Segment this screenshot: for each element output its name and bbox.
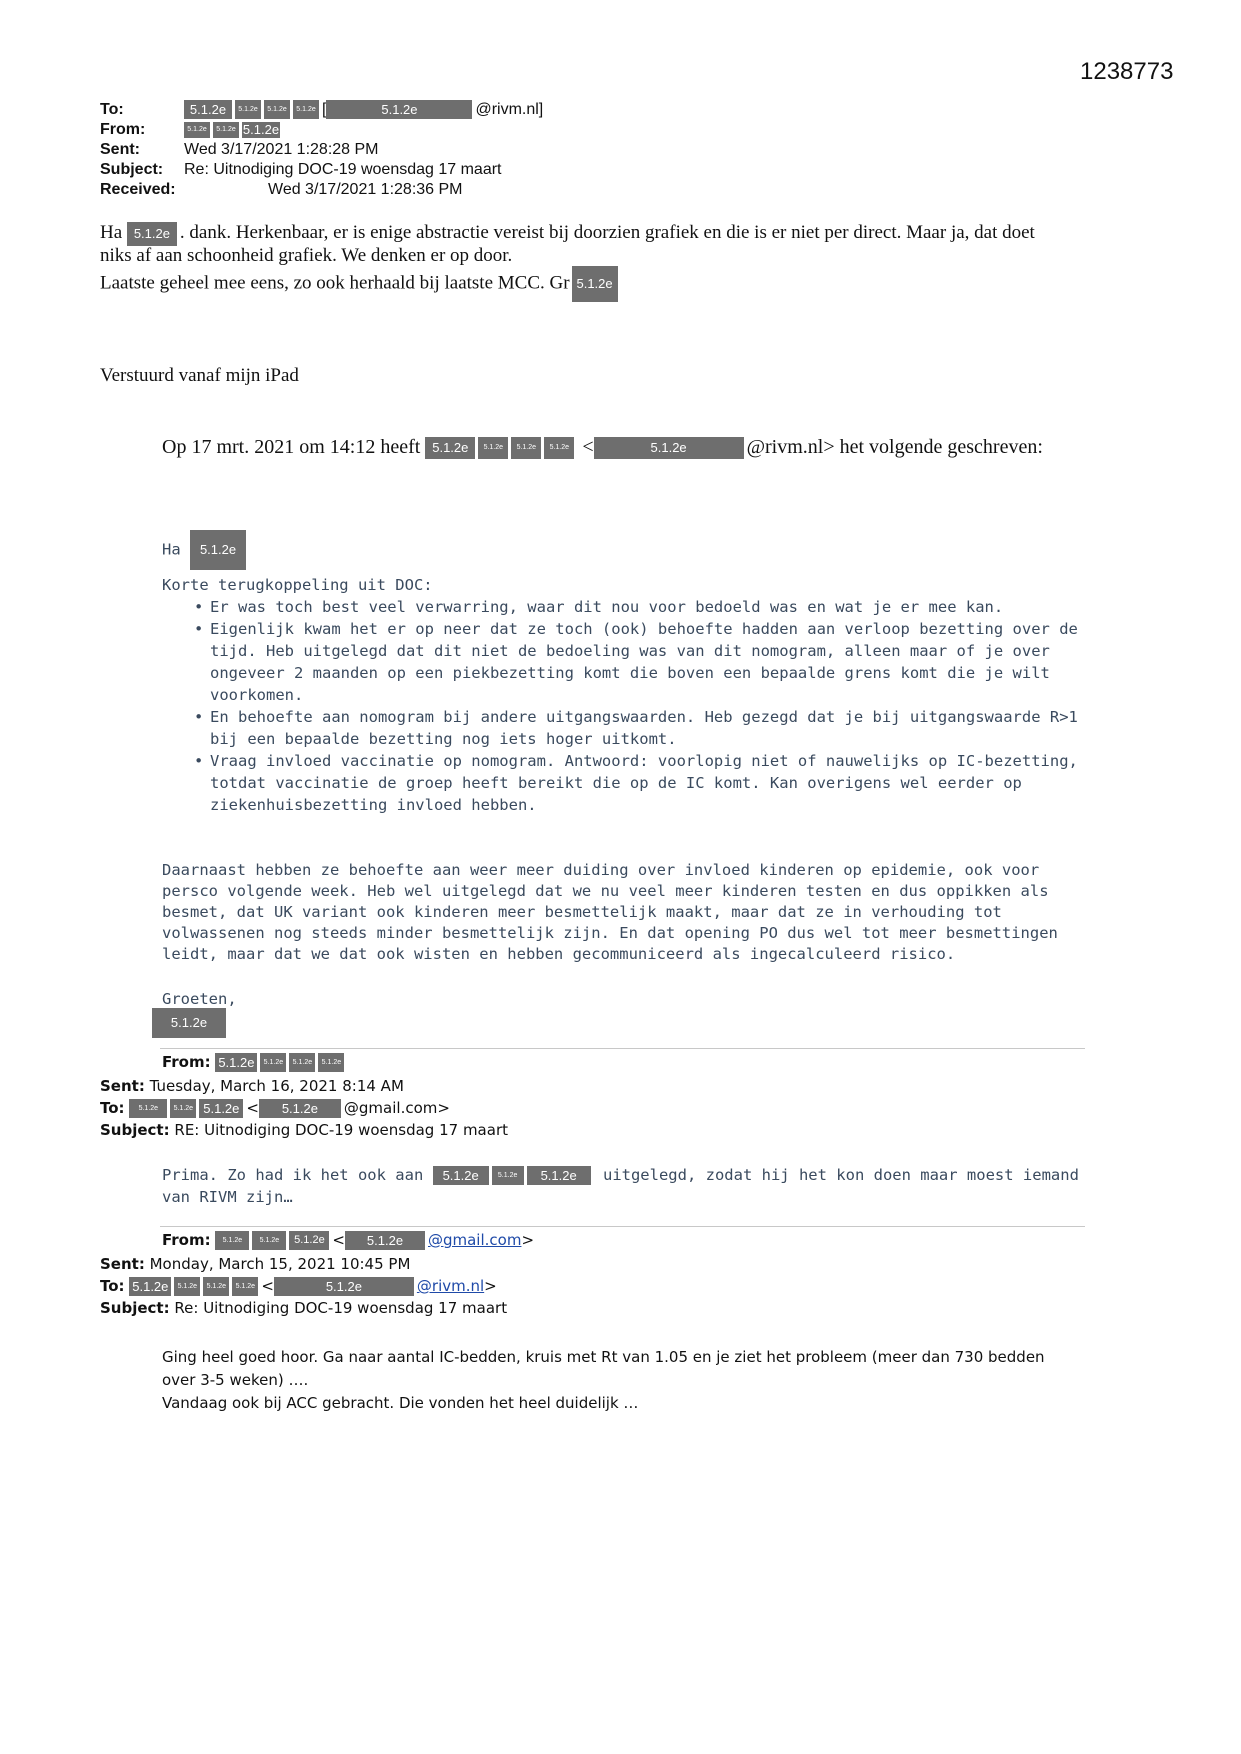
msg3-to-lt: <	[261, 1277, 274, 1295]
redaction-box: 5.1.2e	[345, 1231, 425, 1250]
msg3-sent-row	[100, 1254, 410, 1274]
redaction-box: 5.1.2e	[184, 122, 210, 138]
redaction-box: 5.1.2e	[232, 1277, 258, 1296]
msg3-to-label: To:	[100, 1277, 125, 1295]
redaction-box: 5.1.2e	[289, 1231, 329, 1250]
redaction-box: 5.1.2e	[215, 1053, 257, 1072]
msg3-body-line3: Vandaag ook bij ACC gebracht. Die vonden het heel duidelijk …	[162, 1394, 639, 1412]
redaction-box: 5.1.2e	[318, 1053, 344, 1072]
quote-intro-prefix: Op 17 mrt. 2021 om 14:12 heeft	[162, 436, 421, 458]
to-bracket: [	[322, 101, 327, 118]
reply-line1-text: . dank. Herkenbaar, er is enige abstractie vereist bij doorzien grafiek en die is er niet per direct. Maar ja, dat doet	[179, 222, 1035, 243]
subject-value: Re: Uitnodiging DOC-19 woensdag 17 maart	[184, 161, 502, 178]
msg2-to-row	[100, 1098, 450, 1118]
header-received-row	[100, 180, 463, 200]
separator-line	[160, 1226, 1085, 1227]
sent-label: Sent:	[100, 141, 140, 158]
msg3-subject-row	[100, 1298, 507, 1318]
msg3-from-label: From:	[162, 1231, 211, 1249]
received-value: Wed 3/17/2021 1:28:36 PM	[268, 181, 463, 198]
reply-line-3	[100, 266, 621, 302]
msg3-body-line1: Ging heel goed hoor. Ga naar aantal IC-bedden, kruis met Rt van 1.05 en je ziet het probleem (meer dan 730 bedden	[162, 1348, 1045, 1366]
redaction-box: 5.1.2e	[127, 222, 177, 246]
redaction-box: 5.1.2e	[174, 1277, 200, 1296]
from-label: From:	[100, 121, 146, 138]
msg2-subject-row	[100, 1120, 508, 1140]
received-label: Received:	[100, 181, 176, 198]
msg2-sent-value: Tuesday, March 16, 2021 8:14 AM	[149, 1077, 404, 1095]
bullet-text: Er was toch best veel verwarring, waar dit nou voor bedoeld was en wat je er mee kan.	[210, 598, 1004, 616]
bullet-dot: •	[194, 598, 204, 616]
subject-label: Subject:	[100, 161, 164, 178]
bullet-item	[194, 706, 1080, 750]
msg2-to-lt: <	[246, 1099, 259, 1117]
msg2-from-label: From:	[162, 1053, 211, 1071]
redaction-box: 5.1.2e	[252, 1231, 286, 1250]
msg3-from-lt: <	[332, 1231, 345, 1249]
quote-intro	[162, 436, 1043, 459]
bullet-dot: •	[194, 752, 204, 770]
redaction-box: 5.1.2e	[433, 1166, 489, 1185]
bullet-dot: •	[194, 620, 204, 638]
redaction-box: 5.1.2e	[235, 100, 261, 119]
header-sent-row	[100, 140, 379, 160]
separator-line	[160, 1048, 1085, 1049]
quote-intro-lt: <	[582, 436, 594, 458]
bullet-dot: •	[194, 708, 204, 726]
quoted-intro: Korte terugkoppeling uit DOC:	[162, 576, 433, 594]
redaction-box: 5.1.2e	[264, 100, 290, 119]
quote-intro-suffix: @rivm.nl> het volgende geschreven:	[746, 436, 1043, 458]
redaction-box: 5.1.2e	[259, 1099, 341, 1118]
header-to-row	[100, 100, 543, 120]
signature-device: Verstuurd vanaf mijn iPad	[100, 365, 299, 386]
msg3-to-email-link[interactable]: @rivm.nl	[416, 1277, 485, 1295]
msg2-from-row	[162, 1052, 347, 1072]
quoted-ha-text: Ha	[162, 540, 181, 559]
quoted-paragraph: Daarnaast hebben ze behoefte aan weer meer duiding over invloed kinderen op epidemie, ook voor persco volgende week. Heb wel uitgelegd dat we nu veel meer kinderen testen en dus oppikken als besmet, dat UK variant ook kinderen meer besmettelijk maakt, maar dat ze in verhouding tot volwassenen nog steeds minder besmettelijk zijn. En dat opening PO dus wel tot meer besmettingen leidt, maar dat we dat ook wisten en hebben gecommuniceerd als ingecalculeerd risico.	[162, 861, 1058, 963]
redaction-box: 5.1.2e	[152, 1008, 226, 1038]
bullet-item	[194, 750, 1080, 816]
msg2-to-suffix: @gmail.com>	[343, 1099, 450, 1117]
redaction-box: 5.1.2e	[215, 1231, 249, 1250]
redaction-box: 5.1.2e	[572, 266, 618, 302]
redaction-box: 5.1.2e	[184, 100, 232, 119]
msg2-body-line2: van RIVM zijn…	[162, 1188, 293, 1206]
redaction-box: 5.1.2e	[190, 530, 246, 570]
sent-value: Wed 3/17/2021 1:28:28 PM	[184, 141, 379, 158]
msg3-subject-label: Subject:	[100, 1299, 170, 1317]
msg2-body-b: uitgelegd, zodat hij het kon doen maar moest iemand	[602, 1166, 1079, 1184]
to-suffix: @rivm.nl]	[475, 101, 544, 118]
bullet-item	[194, 618, 1080, 706]
document-number: 1238773	[1080, 58, 1174, 85]
msg3-sent-value: Monday, March 15, 2021 10:45 PM	[149, 1255, 411, 1273]
quoted-greeting: Groeten,	[162, 990, 237, 1008]
redaction-box: 5.1.2e	[199, 1099, 243, 1118]
quoted-ha	[162, 530, 249, 570]
redaction-box: 5.1.2e	[527, 1166, 591, 1185]
msg3-to-row	[100, 1276, 497, 1296]
redaction-box: 5.1.2e	[492, 1166, 524, 1185]
redaction-box: 5.1.2e	[242, 121, 280, 137]
redaction-box: 5.1.2e	[594, 437, 744, 459]
bullet-text: En behoefte aan nomogram bij andere uitgangswaarden. Heb gezegd dat je bij uitgangswaarde R>1 bij een bepaalde bezetting nog iets hoger uitkomt.	[210, 708, 1078, 748]
msg2-sent-row	[100, 1076, 404, 1096]
redaction-box: 5.1.2e	[129, 1277, 171, 1296]
header-from-row	[100, 120, 283, 140]
redaction-box: 5.1.2e	[203, 1277, 229, 1296]
redaction-box: 5.1.2e	[213, 122, 239, 138]
redaction-box: 5.1.2e	[289, 1053, 315, 1072]
redaction-box: 5.1.2e	[129, 1099, 167, 1118]
msg2-body-a: Prima. Zo had ik het ook aan	[162, 1166, 424, 1184]
msg2-sent-label: Sent:	[100, 1077, 145, 1095]
redaction-box: 5.1.2e	[170, 1099, 196, 1118]
redaction-box: 5.1.2e	[478, 437, 508, 459]
msg3-from-gt: >	[521, 1231, 535, 1249]
msg3-to-gt: >	[484, 1277, 497, 1295]
redaction-box: 5.1.2e	[293, 100, 319, 119]
header-subject-row	[100, 160, 502, 180]
redaction-box: 5.1.2e	[425, 437, 475, 459]
redaction-box: 5.1.2e	[544, 437, 574, 459]
reply-line3-text: Laatste geheel mee eens, zo ook herhaald bij laatste MCC. Gr	[100, 272, 570, 294]
msg2-to-label: To:	[100, 1099, 125, 1117]
bullet-item	[194, 596, 1080, 618]
msg2-body-line1	[162, 1164, 1082, 1186]
msg2-subject-label: Subject:	[100, 1121, 170, 1139]
reply-line-2: niks af aan schoonheid grafiek. We denken er op door.	[100, 245, 513, 266]
msg3-sent-label: Sent:	[100, 1255, 145, 1273]
bullet-text: Vraag invloed vaccinatie op nomogram. Antwoord: voorlopig niet of nauwelijks op IC-bezetting, totdat vaccinatie de groep heeft bereikt die op de IC komt. Kan overigens wel eerder op ziekenhuisbezetting invloed hebben.	[210, 752, 1078, 814]
redaction-box: 5.1.2e	[511, 437, 541, 459]
msg3-from-row	[162, 1230, 534, 1250]
redaction-box: 5.1.2e	[260, 1053, 286, 1072]
msg3-body-line2: over 3-5 weken) ….	[162, 1371, 309, 1389]
to-label: To:	[100, 101, 124, 118]
redaction-box: 5.1.2e	[274, 1277, 414, 1296]
reply-ha: Ha	[100, 222, 123, 243]
msg2-subject-value: RE: Uitnodiging DOC-19 woensdag 17 maart	[174, 1121, 508, 1139]
reply-line-1	[100, 221, 1150, 246]
msg3-from-email-link[interactable]: @gmail.com	[427, 1231, 522, 1249]
redaction-box: 5.1.2e	[326, 100, 472, 119]
quoted-signature	[152, 1008, 229, 1038]
msg3-subject-value: Re: Uitnodiging DOC-19 woensdag 17 maart	[174, 1299, 508, 1317]
bullet-text: Eigenlijk kwam het er op neer dat ze toch (ook) behoefte hadden aan verloop bezetting over de tijd. Heb uitgelegd dat dit niet de bedoeling was van dit nomogram, alleen maar of je over ongeveer 2 maanden op een piekbezetting komt die boven een bepaalde grens komt die je wilt voorkomen.	[210, 620, 1078, 704]
